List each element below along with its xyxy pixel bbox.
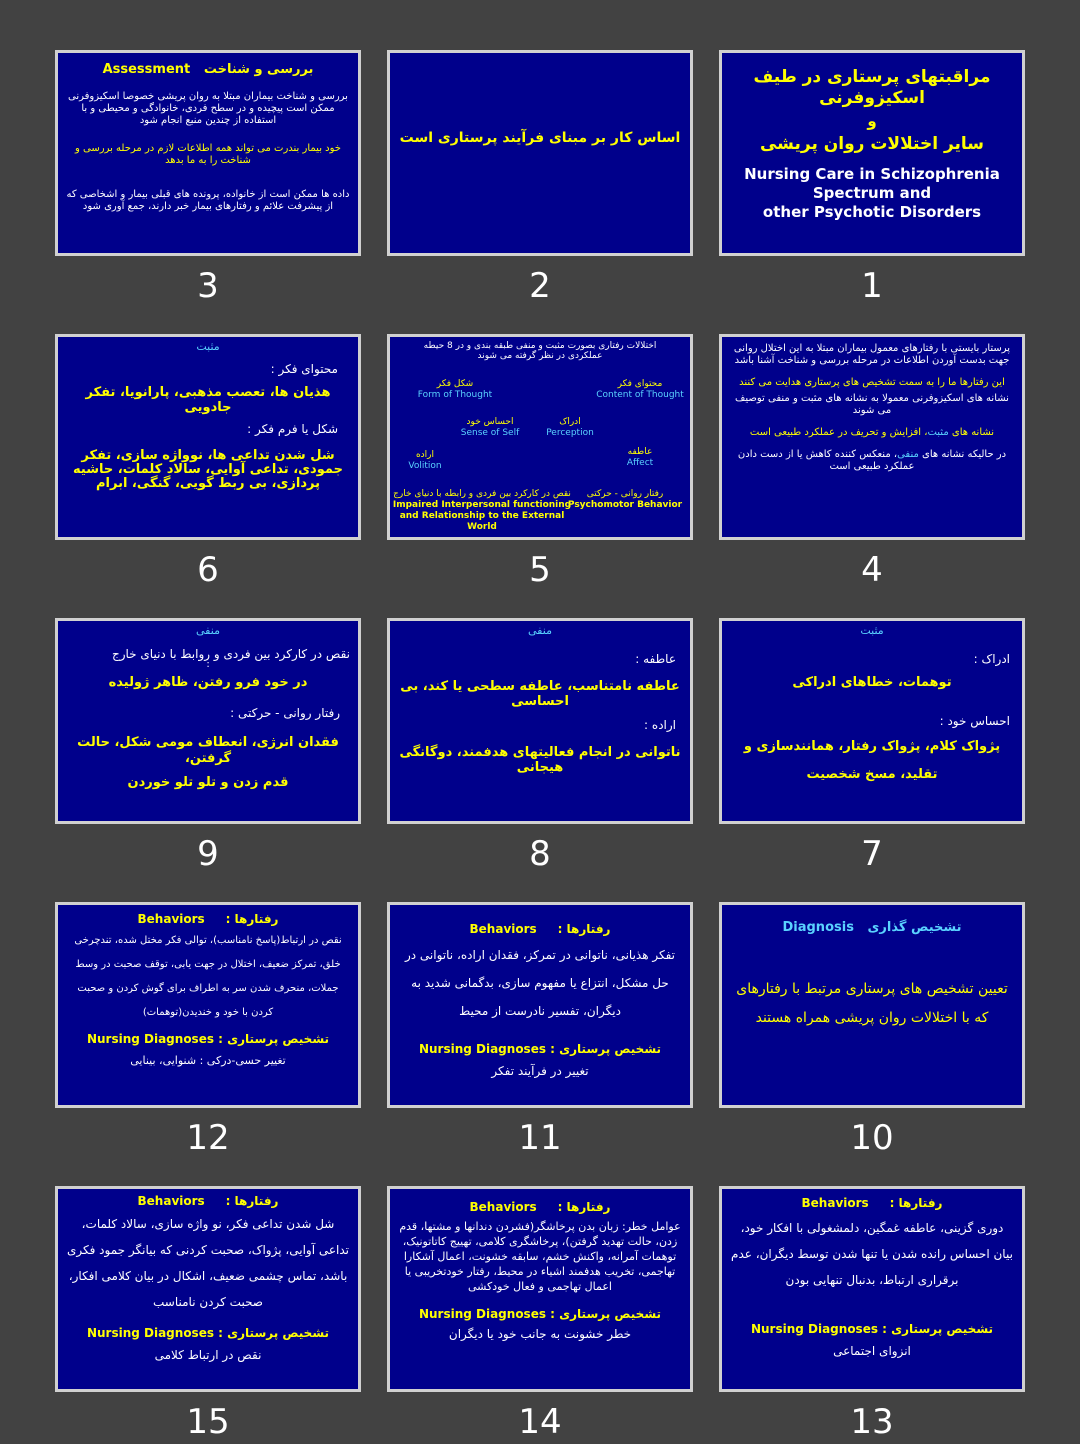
slide-en-title: Nursing Care in Schizophrenia — [744, 165, 1000, 183]
slide-title: مراقبتهای پرستاری در طیف اسکیزوفرنی — [753, 67, 991, 108]
nursing-diagnosis-text: تغییر در فرآیند تفکر — [491, 1064, 589, 1078]
slide-thumbnail-3[interactable] — [55, 50, 361, 306]
slide-14[interactable] — [387, 1186, 693, 1392]
slide-thumbnail-7[interactable] — [719, 618, 1025, 874]
slide-paragraph: پرستار بایستی با رفتارهای معمول بیماران مبتلا به این اختلال روانی جهت بدست آوردن اطلاعات در مرحله بررسی و شناخت آشنا باشد — [733, 343, 1011, 366]
behaviors-text: شل شدن تداعی فکر، نو واژه سازی، سالاد کلمات، تداعی آوایی، پژواک، صحبت کردنی که بیانگر جمود فکری باشد، تماس چشمی ضعیف، اشکال در بیان کلامی افکار، صحبت کردن نامناسب — [66, 1217, 350, 1309]
behaviors-label-fa: رفتارها : — [889, 1196, 943, 1210]
domain-label: نقص در کارکرد بین فردی و رابطه با دنیای خارج Impaired Interpersonal functioning and Relationship to the External World — [392, 489, 572, 532]
nursing-diagnosis-text: انزوای اجتماعی — [833, 1344, 911, 1358]
slide-number: 11 — [518, 1118, 562, 1158]
slide-thumbnail-2[interactable] — [387, 50, 693, 306]
nursing-diagnosis-text: نقص در ارتباط کلامی — [154, 1348, 262, 1362]
slide-thumbnail-9[interactable] — [55, 618, 361, 874]
behaviors-label-fa: رفتارها : — [557, 1200, 611, 1214]
slide-number: 12 — [186, 1118, 230, 1158]
slide-label: رفتار روانی - حرکتی : — [230, 706, 340, 720]
domain-label: اراده Volition — [408, 450, 442, 471]
slide-8[interactable] — [387, 618, 693, 824]
slide-value: شل شدن تداعی ها، نوواژه سازی، تفکر جمودی، تداعی آوایی، سالاد کلمات، حاشیه پردازی، بی ربط گویی، گنگی، ابرام — [73, 448, 343, 491]
slide-10[interactable] — [719, 902, 1025, 1108]
slide-value: ناتوانی در انجام فعالیتهای هدفمند، دوگانگی هیجانی — [399, 745, 681, 775]
slide-thumbnail-4[interactable] — [719, 334, 1025, 590]
slide-thumbnail-13[interactable] — [719, 1186, 1025, 1442]
slide-value: توهمات، خطاهای ادراکی — [792, 675, 952, 690]
negative-tag: منفی — [528, 624, 552, 637]
slide-number: 6 — [197, 550, 219, 590]
slide-title — [66, 61, 350, 79]
behaviors-text: دوری گزینی، عاطفه غمگین، دلمشغولی با افکار خود، بیان احساس رانده شدن یا تنها شدن توسط دیگران، عدم برقراری ارتباط، بدنبال تنهایی بودن — [731, 1221, 1013, 1287]
positive-tag: مثبت — [860, 624, 884, 637]
slide-label: ادراک : — [973, 652, 1010, 666]
behaviors-header — [398, 1199, 682, 1215]
nursing-diagnosis-text: تغییر حسی-درکی : شنوایی، بینایی — [130, 1054, 286, 1067]
text-span: ، منعکس کننده کاهش یا از دست دادن عملکرد طبیعی است — [737, 449, 915, 472]
slide-2[interactable] — [387, 50, 693, 256]
slide-subtitle: سایر اختلالات روان پریشی — [759, 134, 984, 154]
slide-number: 3 — [197, 266, 219, 306]
slide-number: 2 — [529, 266, 551, 306]
text-span: نشانه های — [948, 427, 995, 438]
slide-number: 7 — [861, 834, 883, 874]
slide-number: 4 — [861, 550, 883, 590]
slide-6[interactable] — [55, 334, 361, 540]
behaviors-header — [398, 921, 682, 937]
positive-tag: مثبت — [196, 340, 220, 353]
slide-paragraph: نشانه های اسکیزوفرنی معمولا به نشانه های مثبت و منفی توصیف می شوند — [735, 393, 1009, 416]
slide-label: احساس خود : — [939, 714, 1010, 728]
slide-value: عاطفه نامتناسب، عاطفه سطحی یا کند، بی احساسی — [400, 679, 680, 709]
slide-value: پژواک کلام، پژواک رفتار، همانندسازی و — [743, 739, 1001, 754]
behaviors-label-fa: رفتارها : — [557, 922, 611, 936]
nd-label-fa: تشخیص پرستاری : — [218, 1032, 330, 1046]
behaviors-text: تفکر هذیانی، ناتوانی در تمرکز، فقدان اراده، ناتوانی در حل مشکل، انتزاع یا مفهوم سازی، بدگمانی شدید به دیگران، تفسیر نادرست از محیط — [404, 948, 676, 1018]
slide-number: 15 — [186, 1402, 230, 1442]
slide-en-title: Spectrum and — [812, 184, 932, 202]
slide-thumbnail-8[interactable] — [387, 618, 693, 874]
domain-label: عاطفه Affect — [626, 447, 654, 468]
slide-3[interactable] — [55, 50, 361, 256]
nd-label-en: Nursing Diagnoses — [418, 1042, 546, 1056]
domain-label: رفتار روانی - حرکتی Psychomotor Behavior — [567, 489, 683, 510]
behaviors-label-en: Behaviors — [137, 912, 205, 926]
slide-5[interactable] — [387, 334, 693, 540]
slide-number: 14 — [518, 1402, 562, 1442]
slide-title — [730, 919, 1014, 937]
behaviors-label-en: Behaviors — [137, 1194, 205, 1208]
slide-and: و — [867, 112, 877, 130]
domain-label: محتوای فکر Content of Thought — [596, 379, 684, 400]
slide-label: محتوای فکر : — [270, 362, 338, 376]
slide-title-en: Assessment — [102, 62, 191, 77]
nd-label-fa: تشخیص پرستاری : — [882, 1322, 994, 1336]
slide-title-fa: بررسی و شناخت — [203, 62, 314, 77]
nd-label-fa: تشخیص پرستاری : — [218, 1326, 330, 1340]
text-span: ، افزایش و تحریف در عملکرد طبیعی است — [749, 427, 928, 438]
slide-label: شکل یا فرم فکر : — [247, 422, 338, 436]
behaviors-header — [66, 1193, 350, 1209]
behaviors-label-fa: رفتارها : — [225, 912, 279, 926]
slide-number: 5 — [529, 550, 551, 590]
slide-thumbnail-5[interactable] — [387, 334, 693, 590]
slide-en-title: other Psychotic Disorders — [762, 203, 982, 221]
slide-paragraph: این رفتارها ما را به سمت تشخیص های پرستاری هدایت می کنند — [739, 377, 1005, 388]
slide-label: عاطفه : — [635, 652, 676, 666]
slide-number: 1 — [861, 266, 883, 306]
slide-thumbnail-12[interactable] — [55, 902, 361, 1158]
slide-1[interactable] — [719, 50, 1025, 256]
behaviors-label-en: Behaviors — [469, 922, 537, 936]
slide-paragraph — [730, 427, 1014, 439]
behaviors-header — [66, 911, 350, 927]
slide-header: اختلالات رفتاری بصورت مثبت و منفی طبقه بندی و در 8 حیطه عملکردی در نظر گرفته می شوند — [423, 341, 657, 361]
nursing-diagnoses-header — [398, 1041, 682, 1057]
slide-value: هذیان ها، تعصب مذهبی، پارانویا، تفکر جادویی — [85, 385, 331, 415]
slide-value: در خود فرو رفتن، ظاهر ژولیده — [108, 675, 308, 690]
behaviors-label-fa: رفتارها : — [225, 1194, 279, 1208]
slide-thumbnail-6[interactable] — [55, 334, 361, 590]
nursing-diagnoses-header — [66, 1031, 350, 1047]
slide-number: 13 — [850, 1402, 894, 1442]
nursing-diagnoses-header — [66, 1325, 350, 1341]
slide-number: 8 — [529, 834, 551, 874]
slide-4[interactable] — [719, 334, 1025, 540]
slide-thumbnail-10[interactable] — [719, 902, 1025, 1158]
slide-thumbnail-11[interactable] — [387, 902, 693, 1158]
slide-number: 9 — [197, 834, 219, 874]
slide-label-colon: : — [206, 659, 210, 670]
slide-text: اساس کار بر مبنای فرآیند پرستاری است — [399, 130, 681, 146]
slide-paragraph: بررسی و شناخت بیماران مبتلا به روان پریشی خصوصا اسکیزوفرنی ممکن است پیچیده و در سطح فردی، خانوادگی و محیطی و با استفاده از چندین منبع انجام شود — [68, 91, 348, 126]
slide-paragraph — [730, 449, 1014, 473]
negative-label: منفی — [897, 449, 919, 460]
behaviors-header — [730, 1195, 1014, 1211]
behaviors-text: عوامل خطر: زبان بدن پرخاشگر(فشردن دندانها و مشتها، قدم زدن، حالت تهدید گرفتن)، پرخاشگری کلامی، تهییج کاتاتونیک، توهمات آمرانه، واکنش خشم، سابقه خشونت، اعمال آشکارا تهاجمی، تخریب هدفمند اشیاء در محیط، رفتار خودتخریبی یا اعمال تهاجمی و فعال خودکشی — [399, 1220, 681, 1293]
domain-label: شکل فکر Form of Thought — [417, 379, 493, 400]
slide-title-fa: تشخیص گذاری — [867, 920, 962, 935]
nursing-diagnoses-header — [398, 1306, 682, 1322]
slide-thumbnail-14[interactable] — [387, 1186, 693, 1442]
domain-label: ادراک Perception — [546, 417, 594, 438]
slide-12[interactable] — [55, 902, 361, 1108]
slide-value: فقدان انرژی، انعطاف مومی شکل، حالت گرفتن، — [77, 735, 339, 766]
slide-13[interactable] — [719, 1186, 1025, 1392]
behaviors-label-en: Behaviors — [469, 1200, 537, 1214]
slide-text: تعیین تشخیص های پرستاری مرتبط با رفتارهای که با اختلالات روان پریشی همراه هستند — [736, 981, 1008, 1026]
text-span: در حالیکه نشانه های — [918, 449, 1007, 460]
slide-title-en: Diagnosis — [782, 920, 854, 935]
nd-label-en: Nursing Diagnoses — [418, 1307, 546, 1321]
nd-label-en: Nursing Diagnoses — [86, 1032, 214, 1046]
slide-number: 10 — [850, 1118, 894, 1158]
slide-value: تقلید، مسخ شخصیت — [806, 767, 938, 782]
behaviors-text: نقص در ارتباط(پاسخ نامناسب)، توالی فکر مختل شده، تندچرخی خلق، تمرکز ضعیف، اختلال در جهت یابی، توقف صحبت در وسط جملات، منحرف شدن سر به اطراف برای گوش کردن و صحبت کردن با خود و خندیدن(توهمات) — [74, 935, 342, 1018]
slide-thumbnail-15[interactable] — [55, 1186, 361, 1442]
slide-label: نقص در کارکرد بین فردی و روابط با دنیای خارج — [111, 647, 350, 661]
slide-9[interactable] — [55, 618, 361, 824]
domain-label: احساس خود Sense of Self — [460, 417, 520, 438]
slide-paragraph: خود بیمار بندرت می تواند همه اطلاعات لازم در مرحله بررسی و شناخت را به ما بدهد — [75, 143, 341, 166]
slide-15[interactable] — [55, 1186, 361, 1392]
nursing-diagnosis-text: خطر خشونت به جانب خود یا دیگران — [448, 1327, 632, 1341]
nursing-diagnoses-header — [730, 1321, 1014, 1337]
slide-7[interactable] — [719, 618, 1025, 824]
slide-paragraph: داده ها ممکن است از خانواده، پرونده های قبلی بیمار و اشخاصی که از پیشرفت علائم و رفتارهای بیمار خبر دارند، جمع آوری شود — [66, 189, 350, 212]
slide-11[interactable] — [387, 902, 693, 1108]
nd-label-fa: تشخیص پرستاری : — [550, 1042, 662, 1056]
nd-label-fa: تشخیص پرستاری : — [550, 1307, 662, 1321]
positive-label: مثبت — [927, 427, 949, 438]
nd-label-en: Nursing Diagnoses — [750, 1322, 878, 1336]
slide-label: اراده : — [644, 718, 676, 732]
slide-value: قدم زدن و تلو تلو خوردن — [127, 775, 289, 790]
behaviors-label-en: Behaviors — [801, 1196, 869, 1210]
negative-tag: منفی — [196, 624, 220, 637]
slide-thumbnail-1[interactable] — [719, 50, 1025, 306]
nd-label-en: Nursing Diagnoses — [86, 1326, 214, 1340]
